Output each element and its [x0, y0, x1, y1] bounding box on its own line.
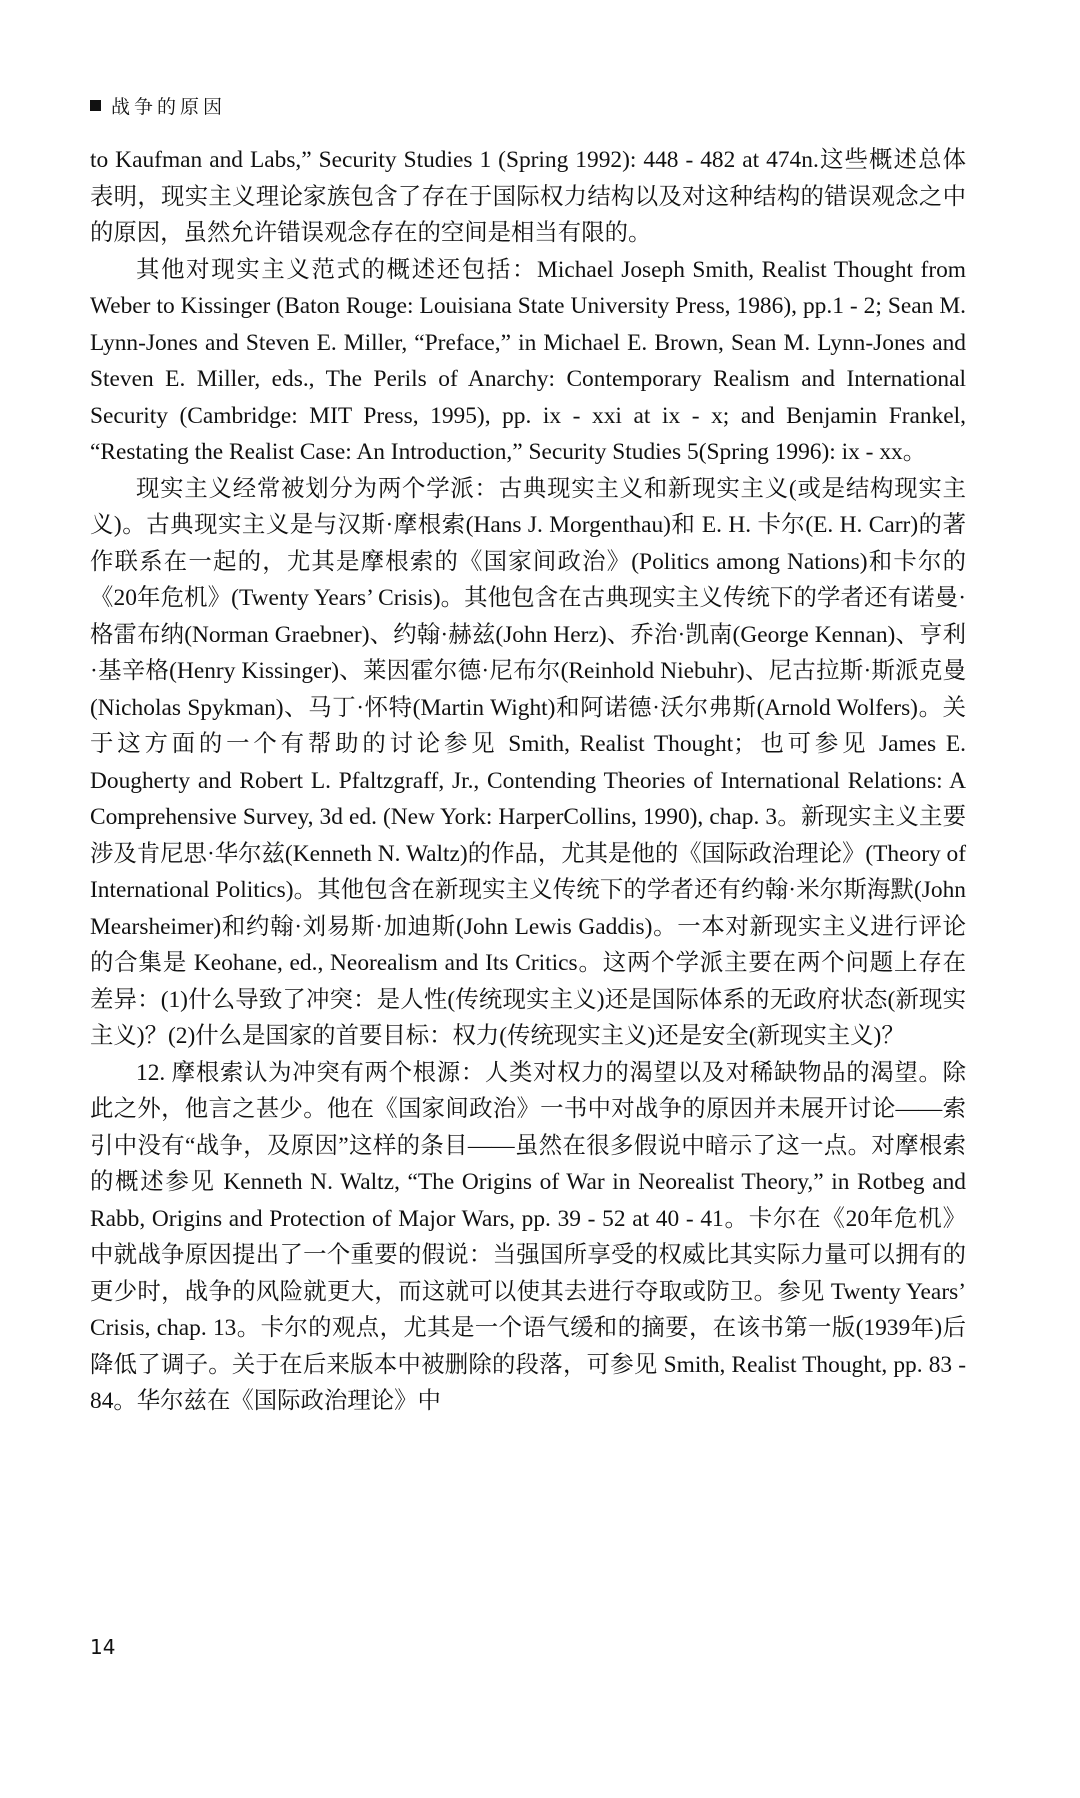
note-paragraph-3: 现实主义经常被划分为两个学派：古典现实主义和新现实主义(或是结构现实主义)。古典现实主义是与汉斯·摩根索(Hans J. Morgenthau)和 E. H. 卡尔(E. H. Carr)的著作联系在一起的，尤其是摩根索的《国家间政治》(Politics among Nations)和卡尔的《20年危机》(Twenty Years’ Crisis)。其他包含在古典现实主义传统下的学者还有诺曼·格雷布纳(Norman Graebner)、约翰·赫兹(John Herz)、乔治·凯南(George Kennan)、亨利·基辛格(Henry Kissinger)、莱因霍尔德·尼布尔(Reinhold Niebuhr)、尼古拉斯·斯派克曼(Nicholas Spykman)、马丁·怀特(Martin Wight)和阿诺德·沃尔弗斯(Arnold Wolfers)。关于这方面的一个有帮助的讨论参见 Smith, Realist Thought；也可参见 James E. Dougherty and Robert L. Pfaltzgraff, Jr., Contending Theories of International Relations: A Comprehensive Survey, 3d ed. (New York: HarperCollins, 1990), chap. 3。新现实主义主要涉及肯尼思·华尔兹(Kenneth N. Waltz)的作品，尤其是他的《国际政治理论》(Theory of International Politics)。其他包含在新现实主义传统下的学者还有约翰·米尔斯海默(John Mearsheimer)和约翰·刘易斯·加迪斯(John Lewis Gaddis)。一本对新现实主义进行评论的合集是 Keohane, ed., Neorealism and Its Critics。这两个学派主要在两个问题上存在差异：(1)什么导致了冲突：是人性(传统现实主义)还是国际体系的无政府状态(新现实主义)？(2)什么是国家的首要目标：权力(传统现实主义)还是安全(新现实主义)？ — [90, 475, 967, 1049]
notes-body — [90, 142, 966, 1420]
square-bullet-icon — [90, 100, 101, 111]
note-paragraph-2: 其他对现实主义范式的概述还包括：Michael Joseph Smith, Realist Thought from Weber to Kissinger (Baton Rouge: Louisiana State University Press, 1986), pp.1 - 2; Sean M. Lynn-Jones and Steven E. Miller, “Preface,” in Michael E. Brown, Sean M. Lynn-Jones and Steven E. Miller, eds., The Perils of Anarchy: Contemporary Realism and International Security (Cambridge: MIT Press, 1995), pp. ix - xxi at ix - x; and Benjamin Frankel, “Restating the Realist Case: An Introduction,” Security Studies 5(Spring 1996): ix - xx。 — [90, 256, 966, 465]
running-header — [90, 90, 226, 120]
running-header-title: 战争的原因 — [111, 95, 227, 118]
note-paragraph-4: 12. 摩根索认为冲突有两个根源：人类对权力的渴望以及对稀缺物品的渴望。除此之外，他言之甚少。他在《国家间政治》一书中对战争的原因并未展开讨论——索引中没有“战争，及原因”这样的条目——虽然在很多假说中暗示了这一点。对摩根索的概述参见 Kenneth N. Waltz, “The Origins of War in Neorealist Theory,” in Rotbeg and Rabb, Origins and Protection of Major Wars, pp. 39 - 52 at 40 - 41。卡尔在《20年危机》中就战争原因提出了一个重要的假说：当强国所享受的权威比其实际力量可以拥有的更少时，战争的风险就更大，而这就可以使其去进行夺取或防卫。参见 Twenty Years’ Crisis, chap. 13。卡尔的观点，尤其是一个语气缓和的摘要，在该书第一版(1939年)后降低了调子。关于在后来版本中被删除的段落，可参见 Smith, Realist Thought, pp. 83 - 84。华尔兹在《国际政治理论》中 — [90, 1059, 966, 1414]
note-paragraph-1: to Kaufman and Labs,” Security Studies 1 (Spring 1992): 448 - 482 at 474n.这些概述总体表明，现实主义理论家族包含了存在于国际权力结构以及对这种结构的错误观念之中的原因，虽然允许错误观念存在的空间是相当有限的。 — [90, 147, 966, 246]
page-number: 14 — [90, 1635, 116, 1659]
